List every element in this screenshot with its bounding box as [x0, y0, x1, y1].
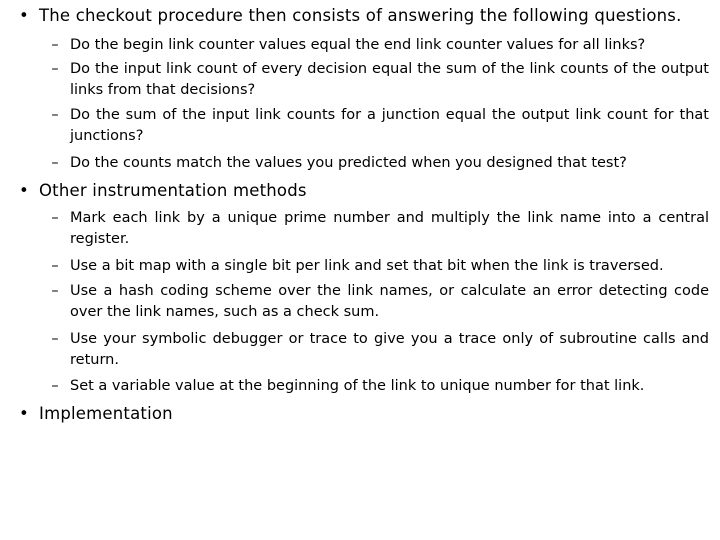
- bullet-marker: •: [19, 6, 29, 25]
- sub-bullet-text: Do the sum of the input link counts for a junction equal the output link count for that junctions?: [70, 107, 709, 144]
- dash-marker: –: [51, 107, 59, 123]
- sub-bullet-text: Mark each link by a unique prime number and multiply the link name into a central register.: [70, 210, 709, 247]
- dash-marker: –: [51, 283, 59, 299]
- sub-bullet-text: Use your symbolic debugger or trace to give you a trace only of subroutine calls and return.: [70, 331, 709, 368]
- bullet-text: The checkout procedure then consists of answering the following questions.: [39, 6, 682, 25]
- dash-marker: –: [51, 258, 59, 274]
- sub-bullet-text: Do the counts match the values you predicted when you designed that test?: [70, 155, 627, 171]
- dash-marker: –: [51, 37, 59, 53]
- sub-bullet-text: Do the input link count of every decision equal the sum of the link counts of the output links from that decisions?: [70, 61, 709, 98]
- dash-marker: –: [51, 155, 59, 171]
- sub-bullet-text: Do the begin link counter values equal the end link counter values for all links?: [70, 37, 646, 53]
- bullet-text: Other instrumentation methods: [39, 181, 307, 200]
- sub-bullet-text: Use a bit map with a single bit per link and set that bit when the link is traversed.: [70, 258, 664, 274]
- sub-bullet-text: Use a hash coding scheme over the link names, or calculate an error detecting code over the link names, such as a check sum.: [70, 283, 709, 320]
- bullet-text: Implementation: [39, 404, 173, 423]
- dash-marker: –: [51, 210, 59, 226]
- sub-bullet-text: Set a variable value at the beginning of the link to unique number for that link.: [70, 378, 645, 394]
- dash-marker: –: [51, 61, 59, 77]
- bullet-marker: •: [19, 404, 29, 423]
- dash-marker: –: [51, 378, 59, 394]
- bullet-marker: •: [19, 181, 29, 200]
- dash-marker: –: [51, 331, 59, 347]
